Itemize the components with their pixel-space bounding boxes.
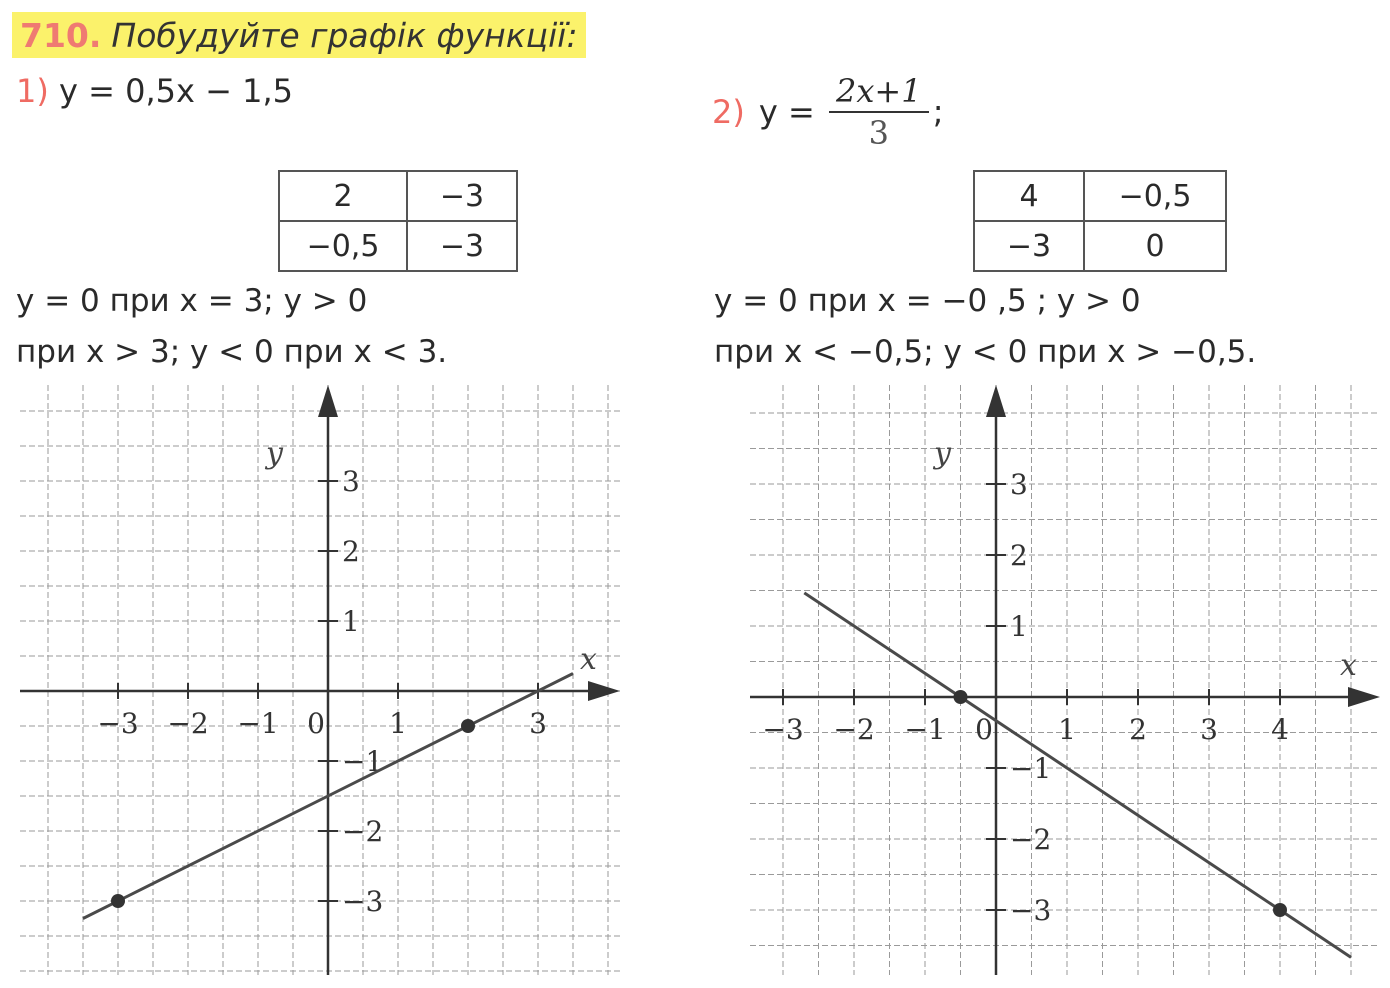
part1-formula	[16, 72, 293, 110]
x-tick-label: 0	[975, 713, 993, 746]
table-cell: −0,5	[279, 221, 407, 271]
part2-sign-description	[714, 276, 1256, 378]
data-point	[461, 719, 475, 733]
y-tick-label: 3	[1010, 468, 1028, 501]
part1-label: 1)	[16, 72, 49, 110]
table-row	[279, 171, 517, 221]
y-tick-label: −2	[342, 815, 384, 848]
x-axis-arrow	[588, 681, 620, 701]
table-row	[974, 171, 1226, 221]
x-axis-label: x	[1340, 648, 1357, 683]
x-tick-label: −3	[97, 707, 139, 740]
exercise-number: 710.	[20, 15, 102, 55]
x-tick-label: 1	[389, 707, 407, 740]
part2-semicolon: ;	[932, 93, 944, 131]
table-row	[974, 221, 1226, 271]
y-axis-label: y	[266, 436, 283, 471]
x-tick-label: 4	[1271, 713, 1289, 746]
exercise-instruction: Побудуйте графік функції:	[111, 15, 578, 55]
description-line: при x > 3; y < 0 при x < 3.	[16, 334, 448, 370]
part1-value-table	[278, 170, 518, 272]
table-cell: −3	[974, 221, 1084, 271]
description-line: y = 0 при x = 3; y > 0	[16, 283, 368, 319]
fraction-numerator: 2x+1	[835, 72, 922, 110]
part1-equation: y = 0,5x − 1,5	[59, 72, 293, 110]
y-tick-label: −1	[342, 745, 384, 778]
exercise-title	[12, 12, 586, 58]
x-tick-label: −2	[167, 707, 209, 740]
data-point	[1273, 903, 1287, 917]
x-tick-label: 3	[1200, 713, 1218, 746]
table-cell: 0	[1084, 221, 1226, 271]
x-tick-label: 1	[1058, 713, 1076, 746]
part2-fraction	[829, 71, 929, 153]
description-line: при x < −0,5; y < 0 при x > −0,5.	[714, 334, 1257, 370]
y-tick-label: −2	[1010, 823, 1052, 856]
table-cell: −3	[407, 221, 517, 271]
table-cell: −0,5	[1084, 171, 1226, 221]
table-row	[279, 221, 517, 271]
graph-2	[750, 385, 1380, 975]
data-point	[111, 894, 125, 908]
part2-value-table	[973, 170, 1227, 272]
x-tick-label: 3	[529, 707, 547, 740]
part2-label: 2)	[712, 93, 745, 131]
description-line: y = 0 при x = −0 ,5 ; y > 0	[714, 283, 1141, 319]
y-tick-label: 2	[342, 535, 360, 568]
y-tick-label: 1	[1010, 610, 1028, 643]
y-tick-label: −3	[342, 885, 384, 918]
y-tick-label: −3	[1010, 894, 1052, 927]
function-line	[804, 593, 1351, 957]
part2-eq-lead: y =	[758, 93, 815, 131]
table-cell: 4	[974, 171, 1084, 221]
table-cell: 2	[279, 171, 407, 221]
y-tick-label: 1	[342, 605, 360, 638]
table-cell: −3	[407, 171, 517, 221]
x-tick-label: −1	[904, 713, 946, 746]
x-axis-label: x	[580, 642, 597, 677]
x-tick-label: −2	[833, 713, 875, 746]
part1-sign-description	[16, 276, 447, 378]
y-axis-label: y	[934, 436, 951, 471]
y-axis-arrow	[986, 385, 1006, 417]
data-point	[954, 690, 968, 704]
graph-1	[20, 385, 620, 975]
y-tick-label: 3	[342, 465, 360, 498]
y-tick-label: −1	[1010, 752, 1052, 785]
x-tick-label: 2	[1129, 713, 1147, 746]
y-axis-arrow	[318, 385, 338, 417]
part2-formula	[712, 66, 944, 158]
x-tick-label: 0	[307, 707, 325, 740]
y-tick-label: 2	[1010, 539, 1028, 572]
x-tick-label: −1	[237, 707, 279, 740]
x-axis-arrow	[1348, 687, 1380, 707]
fraction-denominator: 3	[868, 114, 889, 152]
x-tick-label: −3	[762, 713, 804, 746]
